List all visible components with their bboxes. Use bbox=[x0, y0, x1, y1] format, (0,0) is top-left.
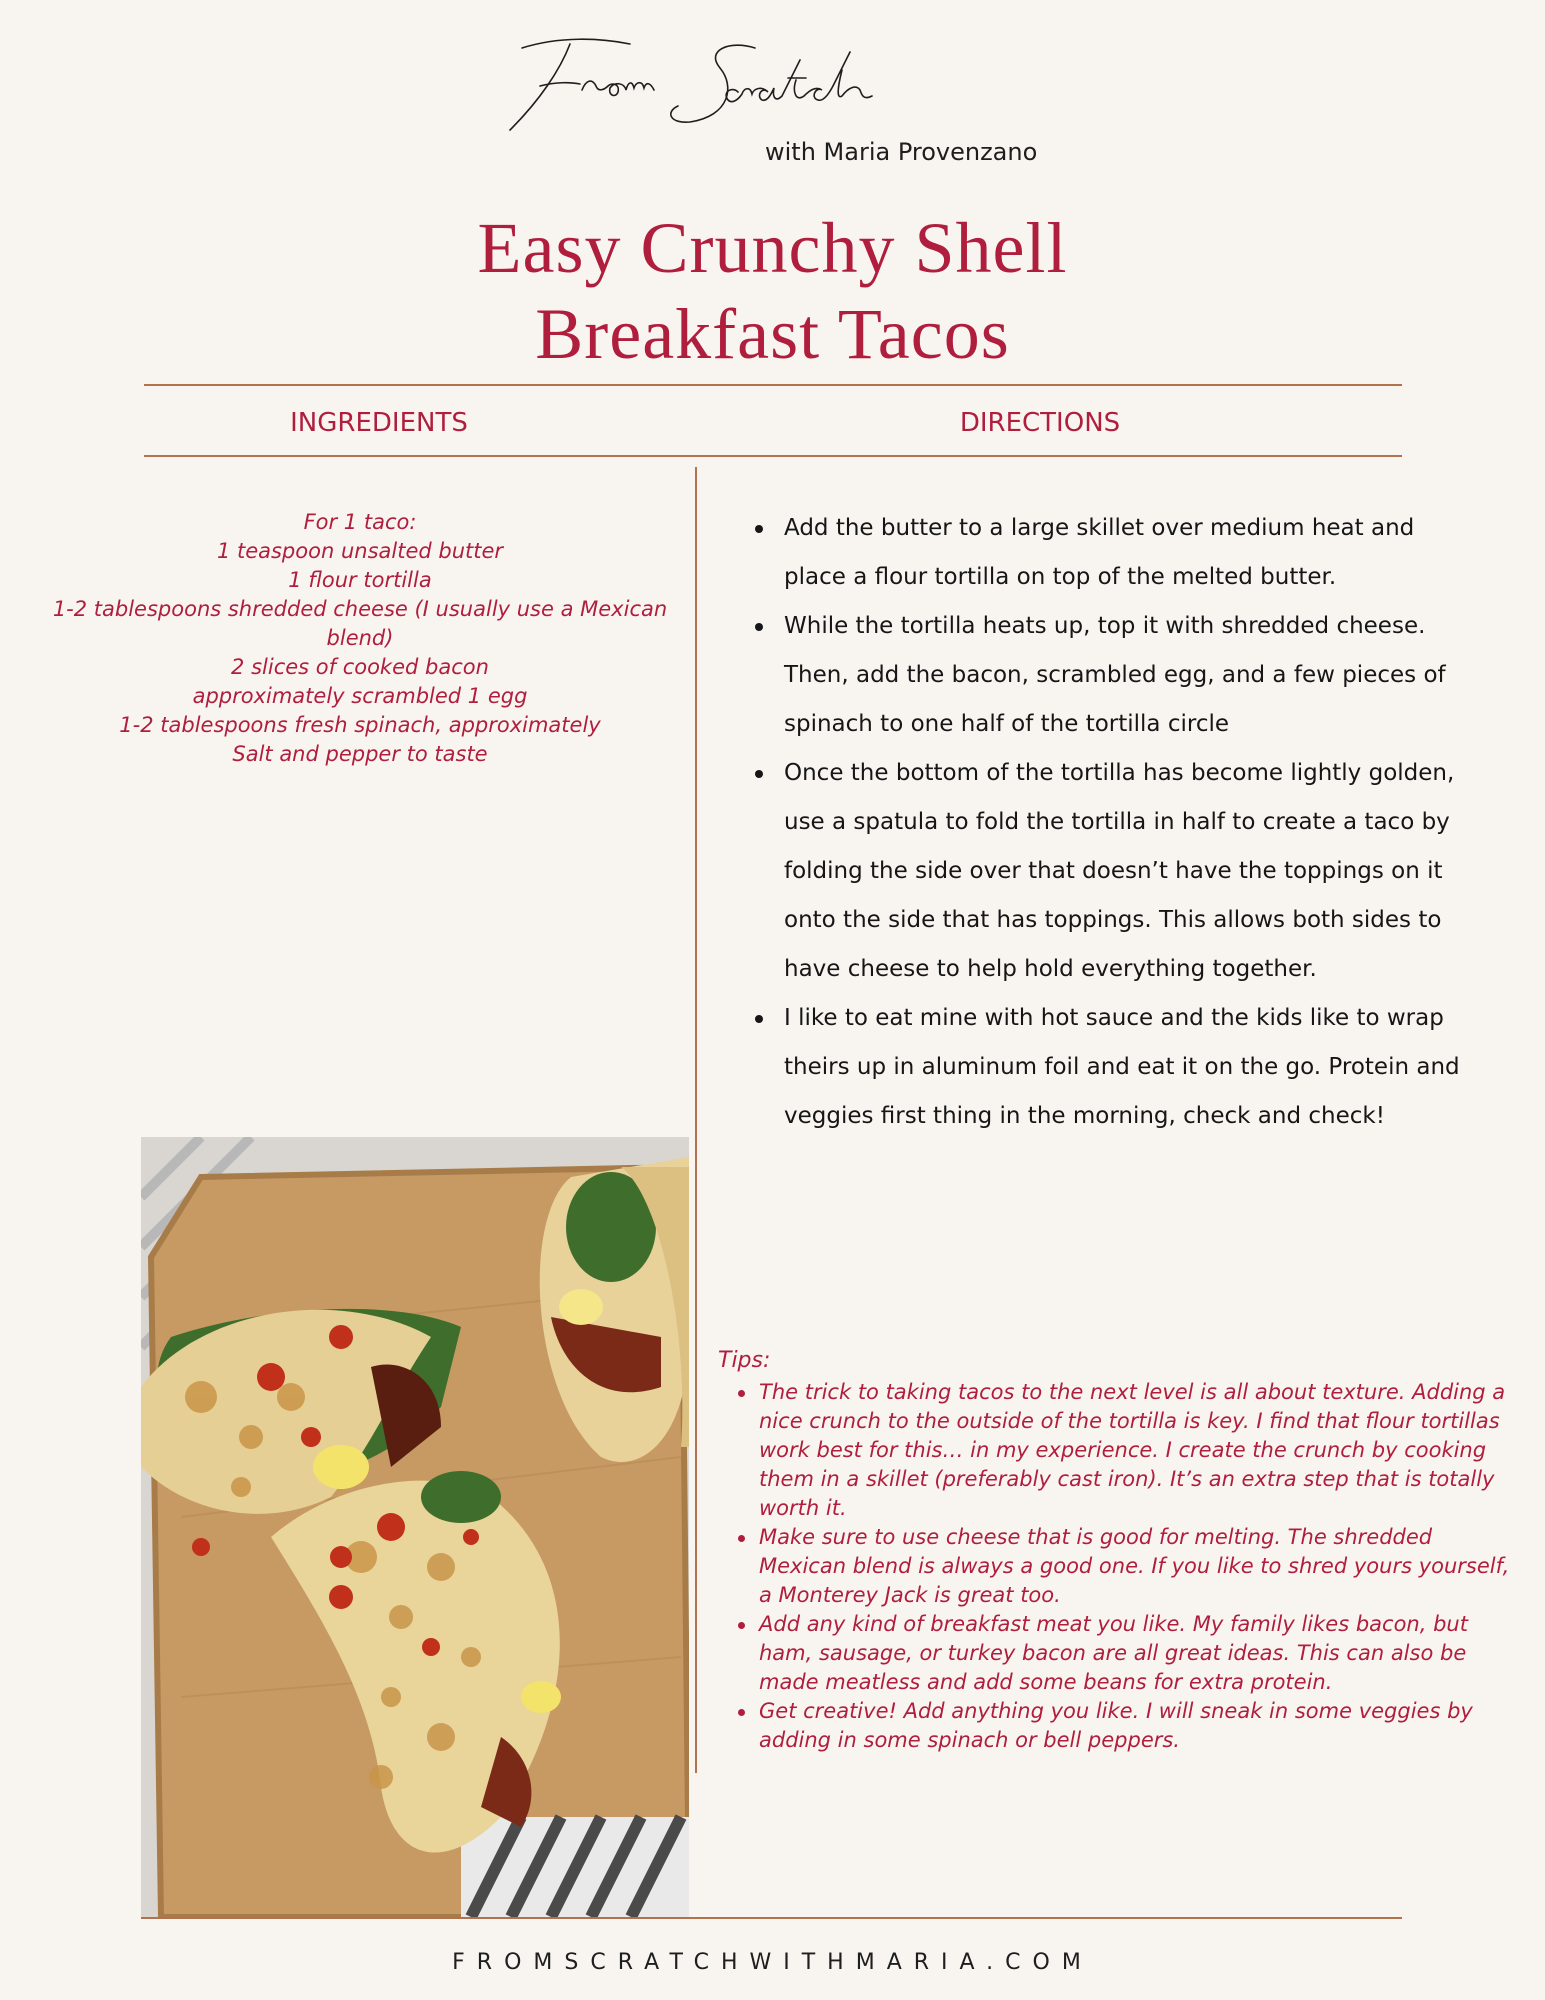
direction-step: I like to eat mine with hot sauce and the kids like to wrap theirs up in aluminum foil and eat it on the go. Protein and veggies first thing in the morning, check and check! bbox=[752, 994, 1472, 1141]
direction-step: Once the bottom of the tortilla has become lightly golden, use a spatula to fold the tortilla in half to create a taco by folding the side over that doesn’t have the toppings on it onto the side that has toppings. This allows both sides to have cheese to help hold everything together. bbox=[752, 749, 1472, 994]
top-divider bbox=[144, 384, 1402, 386]
script-logo-graphic bbox=[500, 30, 930, 140]
ingredient-item: For 1 taco: bbox=[303, 510, 417, 534]
ingredient-item: 1 teaspoon unsalted butter bbox=[216, 539, 504, 563]
tip-item: Get creative! Add anything you like. I will sneak in some veggies by adding in some spinach or bell peppers. bbox=[735, 1697, 1510, 1755]
direction-step: Add the butter to a large skillet over medium heat and place a flour tortilla on top of the melted butter. bbox=[752, 504, 1472, 602]
ingredient-item: 1-2 tablespoons fresh spinach, approximately bbox=[119, 713, 601, 737]
recipe-title-line1: Easy Crunchy Shell bbox=[477, 208, 1068, 288]
tip-item: The trick to taking tacos to the next level is all about texture. Adding a nice crunch to the outside of the tortilla is key. I find that flour tortillas work best for this… in my experience. I create the crunch by cooking them in a skillet (preferably cast iron). It’s an extra step that is totally worth it. bbox=[735, 1378, 1510, 1523]
taco-photo-illustration bbox=[141, 1137, 689, 1917]
ingredient-item: 1-2 tablespoons shredded cheese (I usually use a Mexican blend) bbox=[52, 597, 668, 650]
brand-logo bbox=[500, 30, 1038, 166]
taco-photo bbox=[141, 1137, 689, 1917]
direction-step: While the tortilla heats up, top it with shredded cheese. Then, add the bacon, scrambled egg, and a few pieces of spinach to one half of the tortilla circle bbox=[752, 602, 1472, 749]
footer-website[interactable]: FROMSCRATCHWITHMARIA.COM bbox=[452, 1950, 1093, 1975]
directions-heading: DIRECTIONS bbox=[959, 408, 1121, 438]
tips-list bbox=[735, 1378, 1510, 1755]
ingredients-list bbox=[30, 508, 690, 769]
recipe-title-line2: Breakfast Tacos bbox=[535, 294, 1010, 374]
heading-divider bbox=[144, 455, 1402, 457]
ingredient-item: 1 flour tortilla bbox=[288, 568, 432, 592]
logo-subtitle: with Maria Provenzano bbox=[765, 138, 1038, 166]
tip-item: Make sure to use cheese that is good for melting. The shredded Mexican blend is always a good one. If you like to shred yours yourself, a Monterey Jack is great too. bbox=[735, 1523, 1510, 1610]
tips-heading: Tips: bbox=[718, 1348, 771, 1373]
footer-divider bbox=[141, 1917, 1402, 1919]
tip-item: Add any kind of breakfast meat you like. My family likes bacon, but ham, sausage, or turkey bacon are all great ideas. This can also be made meatless and add some beans for extra protein. bbox=[735, 1610, 1510, 1697]
column-divider bbox=[695, 467, 697, 1773]
ingredients-heading: INGREDIENTS bbox=[290, 408, 468, 438]
directions-list bbox=[752, 504, 1472, 1141]
ingredient-item: approximately scrambled 1 egg bbox=[192, 684, 528, 708]
ingredient-item: 2 slices of cooked bacon bbox=[231, 655, 489, 679]
recipe-title bbox=[0, 205, 1545, 377]
ingredient-item: Salt and pepper to taste bbox=[232, 742, 488, 766]
